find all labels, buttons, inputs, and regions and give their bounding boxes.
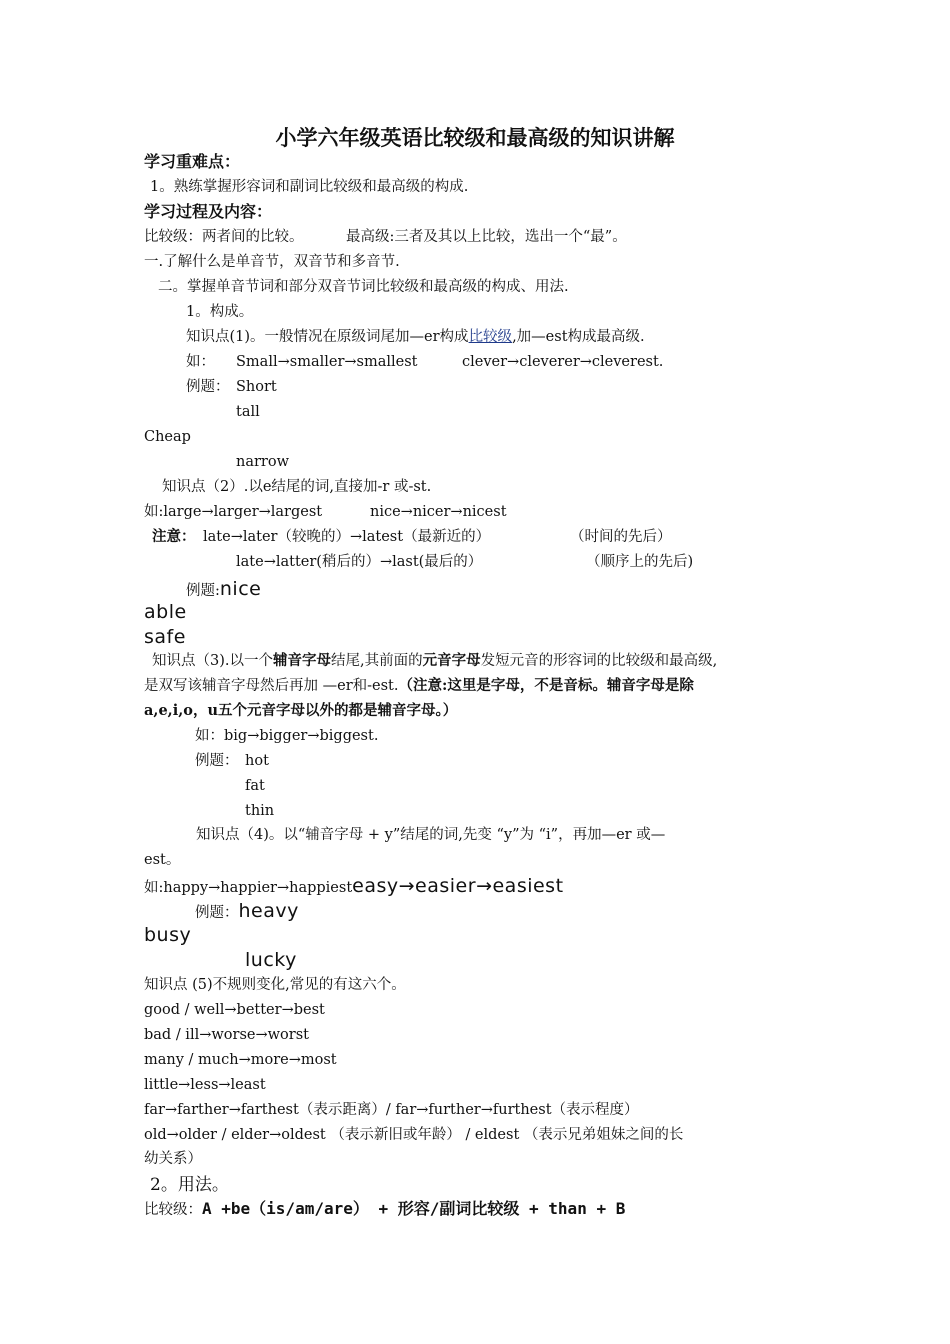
definition-superlative: 最高级:三者及其以上比较，选出一个“最”。 — [346, 229, 627, 245]
irregular-item: old→older / elder→oldest （表示新旧或年龄） / eldest （表示兄弟姐妹之间的长 — [144, 1127, 684, 1143]
kp3-note: （注意:这里是字母，不是音标。辅音字母是除 — [398, 677, 694, 694]
kp2-example — [144, 502, 322, 522]
kp1-exercise-word: narrow — [236, 454, 289, 470]
kp1-exercise-word: tall — [236, 404, 260, 420]
irregular-item: far→farther→farthest（表示距离）/ far→further→furthest（表示程度） — [144, 1102, 639, 1118]
knowledge-point-2: 知识点（2）.以e结尾的词,直接加-r 或-st. — [162, 479, 432, 495]
kp4-example-2: easy→easier→easiest — [352, 875, 564, 897]
heading-key-points: 学习重难点： — [144, 152, 241, 171]
kp4-example-1: 如:happy→happier→happiest — [144, 880, 353, 896]
kp2-note-1: late→later（较晚的）→latest（最新近的） — [203, 529, 491, 545]
knowledge-point-3-line-1 — [152, 651, 717, 671]
irregular-item: good / well→better→best — [144, 1002, 325, 1018]
kp3-exercise-word: hot — [245, 753, 269, 769]
kp1-example-label: 如： — [186, 354, 215, 370]
key-point-1: 1。熟练掌握形容词和副词比较级和最高级的构成. — [150, 179, 469, 195]
kp4-exercise — [195, 899, 299, 923]
kp2-example-label: 如: — [144, 504, 164, 520]
kp3-exercise-label: 例题： — [195, 753, 239, 769]
kp4-exercise-word: busy — [144, 924, 192, 946]
kp1-exercise-label: 例题： — [186, 379, 230, 395]
irregular-item: bad / ill→worse→worst — [144, 1027, 309, 1043]
kp3-consonant-term: 辅音字母 — [273, 652, 331, 669]
kp3-exercise-word: thin — [245, 803, 275, 819]
subsection-usage: 2。用法。 — [150, 1175, 229, 1195]
knowledge-point-5: 知识点 (5)不规则变化,常见的有这六个。 — [144, 977, 406, 993]
knowledge-point-4-line-1: 知识点（4)。以“辅音字母 + y”结尾的词,先变 “y”为 “i”，再加—er 或— — [196, 827, 666, 843]
knowledge-point-3-line-3: a,e,i,o，u五个元音字母以外的都是辅音字母。） — [144, 702, 458, 719]
kp3-text: 结尾,其前面的 — [331, 653, 423, 669]
kp4-exercise-word: heavy — [238, 900, 299, 922]
kp1-prefix: 知识点(1)。一般情况在原级词尾加—er构成 — [186, 329, 469, 345]
section-one: 一.了解什么是单音节，双音节和多音节. — [144, 254, 400, 270]
usage-label: 比较级： — [144, 1202, 202, 1218]
kp2-exercise — [186, 577, 261, 601]
usage-comparative — [144, 1199, 625, 1220]
kp4-exercise-label: 例题： — [195, 905, 239, 921]
kp2-exercise-word: safe — [144, 626, 186, 648]
knowledge-point-4-line-2: est。 — [144, 852, 181, 868]
irregular-item: little→less→least — [144, 1077, 266, 1093]
kp2-example-1: large→larger→largest — [163, 504, 323, 520]
kp1-suffix: ,加—est构成最高级. — [512, 329, 645, 345]
kp2-note-2-tail: （顺序上的先后) — [586, 554, 694, 570]
kp2-note-2: late→latter(稍后的）→last(最后的） — [236, 554, 483, 570]
definition-comparative: 比较级：两者间的比较。 — [144, 229, 304, 245]
kp2-exercise-label: 例题: — [186, 583, 220, 599]
kp3-text: 是双写该辅音字母然后再加 —er和-est. — [144, 678, 399, 694]
usage-formula: A +be（is/am/are） + 形容/副词比较级 + than + B — [202, 1199, 626, 1218]
kp3-exercise-word: fat — [245, 778, 265, 794]
kp3-example: 如：big→bigger→biggest. — [195, 728, 379, 744]
kp3-vowel-term: 元音字母 — [422, 652, 481, 669]
kp3-text: 发短元音的形容词的比较级和最高级, — [480, 653, 718, 669]
page-title: 小学六年级英语比较级和最高级的知识讲解 — [275, 126, 675, 150]
kp2-exercise-word: able — [144, 601, 187, 623]
kp4-exercise-word: lucky — [245, 949, 297, 971]
kp1-example-1: Small→smaller→smallest — [236, 354, 418, 370]
kp1-exercise-word: Short — [236, 379, 277, 395]
knowledge-point-3-line-2 — [144, 676, 694, 696]
kp2-exercise-word: nice — [219, 578, 262, 600]
irregular-item: many / much→more→most — [144, 1052, 337, 1068]
kp2-example-2: nice→nicer→nicest — [370, 504, 507, 520]
heading-process: 学习过程及内容： — [144, 202, 273, 221]
section-two: 二。掌握单音节词和部分双音节词比较级和最高级的构成、用法. — [158, 279, 569, 295]
subsection-formation: 1。构成。 — [186, 304, 254, 320]
kp1-example-2: clever→cleverer→cleverest. — [462, 354, 664, 370]
kp2-note-1-tail: （时间的先后） — [570, 529, 672, 545]
kp3-text: 知识点（3).以一个 — [152, 653, 273, 669]
kp1-exercise-word: Cheap — [144, 429, 191, 445]
kp2-note-label: 注意： — [152, 528, 196, 545]
kp1-comparative-link[interactable]: 比较级 — [468, 329, 513, 345]
irregular-item: 幼关系） — [144, 1151, 202, 1167]
kp4-example — [144, 874, 564, 898]
knowledge-point-1 — [186, 327, 645, 347]
